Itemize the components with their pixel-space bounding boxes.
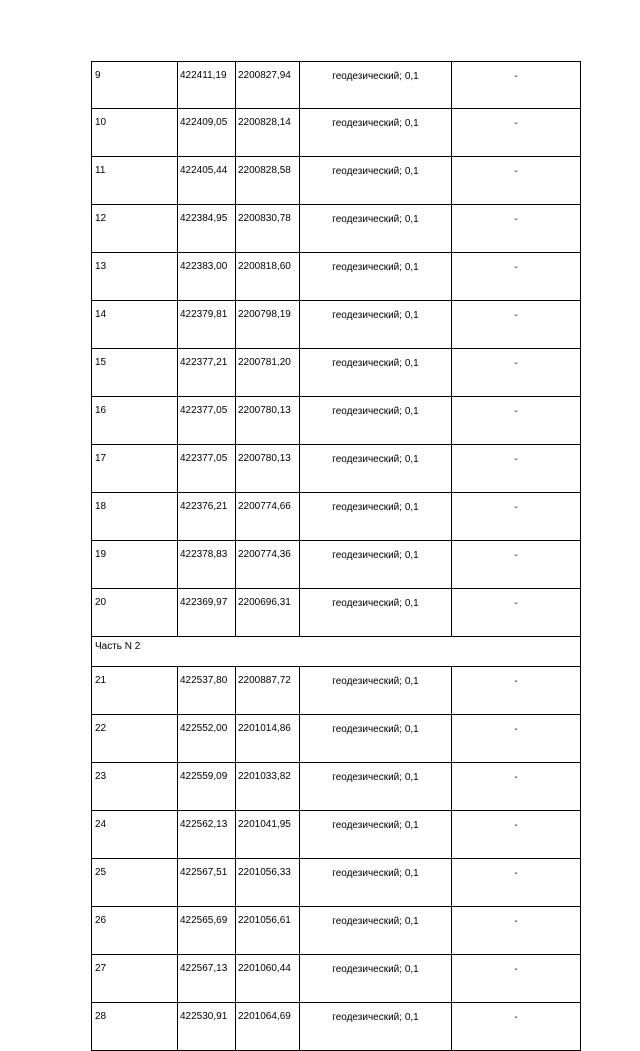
x-coordinate-cell: 422409,05 [178, 109, 236, 157]
part-header-row [92, 637, 581, 667]
x-coordinate-cell: 422567,51 [178, 859, 236, 907]
method-accuracy-cell: геодезический; 0,1 [300, 397, 452, 445]
point-number-cell: 10 [92, 109, 178, 157]
y-coordinate-cell: 2201064,69 [236, 1003, 300, 1051]
table-row [92, 811, 581, 859]
y-coordinate-cell: 2200774,36 [236, 541, 300, 589]
note-cell: - [452, 301, 581, 349]
y-coordinate-cell: 2200828,14 [236, 109, 300, 157]
note-cell: - [452, 715, 581, 763]
y-coordinate-cell: 2200780,13 [236, 397, 300, 445]
note-cell: - [452, 445, 581, 493]
note-cell: - [452, 859, 581, 907]
point-number-cell: 23 [92, 763, 178, 811]
x-coordinate-cell: 422411,19 [178, 62, 236, 109]
method-accuracy-cell: геодезический; 0,1 [300, 445, 452, 493]
table-row [92, 157, 581, 205]
y-coordinate-cell: 2201056,33 [236, 859, 300, 907]
method-accuracy-cell: геодезический; 0,1 [300, 205, 452, 253]
table-row [92, 397, 581, 445]
table-row [92, 253, 581, 301]
method-accuracy-cell: геодезический; 0,1 [300, 493, 452, 541]
note-cell: - [452, 397, 581, 445]
y-coordinate-cell: 2200828,58 [236, 157, 300, 205]
method-accuracy-cell: геодезический; 0,1 [300, 62, 452, 109]
point-number-cell: 21 [92, 667, 178, 715]
note-cell: - [452, 589, 581, 637]
method-accuracy-cell: геодезический; 0,1 [300, 907, 452, 955]
x-coordinate-cell: 422567,13 [178, 955, 236, 1003]
point-number-cell: 14 [92, 301, 178, 349]
x-coordinate-cell: 422384,95 [178, 205, 236, 253]
method-accuracy-cell: геодезический; 0,1 [300, 667, 452, 715]
method-accuracy-cell: геодезический; 0,1 [300, 109, 452, 157]
table-row [92, 907, 581, 955]
x-coordinate-cell: 422559,09 [178, 763, 236, 811]
table-row [92, 205, 581, 253]
point-number-cell: 18 [92, 493, 178, 541]
coordinates-table [91, 61, 581, 1051]
x-coordinate-cell: 422377,21 [178, 349, 236, 397]
table-row [92, 109, 581, 157]
method-accuracy-cell: геодезический; 0,1 [300, 157, 452, 205]
y-coordinate-cell: 2200827,94 [236, 62, 300, 109]
note-cell: - [452, 157, 581, 205]
x-coordinate-cell: 422376,21 [178, 493, 236, 541]
point-number-cell: 11 [92, 157, 178, 205]
y-coordinate-cell: 2200798,19 [236, 301, 300, 349]
point-number-cell: 24 [92, 811, 178, 859]
table-row [92, 589, 581, 637]
note-cell: - [452, 493, 581, 541]
method-accuracy-cell: геодезический; 0,1 [300, 589, 452, 637]
point-number-cell: 19 [92, 541, 178, 589]
method-accuracy-cell: геодезический; 0,1 [300, 955, 452, 1003]
table-row [92, 715, 581, 763]
point-number-cell: 26 [92, 907, 178, 955]
method-accuracy-cell: геодезический; 0,1 [300, 811, 452, 859]
note-cell: - [452, 349, 581, 397]
note-cell: - [452, 955, 581, 1003]
table-row [92, 667, 581, 715]
x-coordinate-cell: 422383,00 [178, 253, 236, 301]
method-accuracy-cell: геодезический; 0,1 [300, 253, 452, 301]
point-number-cell: 9 [92, 62, 178, 109]
table-row [92, 763, 581, 811]
table-row [92, 1003, 581, 1051]
table-row [92, 541, 581, 589]
method-accuracy-cell: геодезический; 0,1 [300, 301, 452, 349]
table-row [92, 349, 581, 397]
note-cell: - [452, 62, 581, 109]
y-coordinate-cell: 2200887,72 [236, 667, 300, 715]
x-coordinate-cell: 422537,80 [178, 667, 236, 715]
method-accuracy-cell: геодезический; 0,1 [300, 1003, 452, 1051]
note-cell: - [452, 907, 581, 955]
x-coordinate-cell: 422379,81 [178, 301, 236, 349]
x-coordinate-cell: 422562,13 [178, 811, 236, 859]
table-row [92, 493, 581, 541]
method-accuracy-cell: геодезический; 0,1 [300, 349, 452, 397]
y-coordinate-cell: 2200780,13 [236, 445, 300, 493]
point-number-cell: 20 [92, 589, 178, 637]
y-coordinate-cell: 2200830,78 [236, 205, 300, 253]
method-accuracy-cell: геодезический; 0,1 [300, 715, 452, 763]
method-accuracy-cell: геодезический; 0,1 [300, 763, 452, 811]
y-coordinate-cell: 2200774,66 [236, 493, 300, 541]
point-number-cell: 27 [92, 955, 178, 1003]
part-label: Часть N 2 [92, 637, 581, 667]
point-number-cell: 17 [92, 445, 178, 493]
note-cell: - [452, 541, 581, 589]
table-row [92, 445, 581, 493]
coordinates-table-body [92, 62, 581, 1051]
point-number-cell: 13 [92, 253, 178, 301]
point-number-cell: 12 [92, 205, 178, 253]
point-number-cell: 15 [92, 349, 178, 397]
x-coordinate-cell: 422405,44 [178, 157, 236, 205]
note-cell: - [452, 253, 581, 301]
y-coordinate-cell: 2201060,44 [236, 955, 300, 1003]
x-coordinate-cell: 422565,69 [178, 907, 236, 955]
x-coordinate-cell: 422369,97 [178, 589, 236, 637]
method-accuracy-cell: геодезический; 0,1 [300, 859, 452, 907]
y-coordinate-cell: 2200818,60 [236, 253, 300, 301]
note-cell: - [452, 205, 581, 253]
y-coordinate-cell: 2201014,86 [236, 715, 300, 763]
method-accuracy-cell: геодезический; 0,1 [300, 541, 452, 589]
table-row [92, 955, 581, 1003]
y-coordinate-cell: 2200781,20 [236, 349, 300, 397]
x-coordinate-cell: 422530,91 [178, 1003, 236, 1051]
x-coordinate-cell: 422378,83 [178, 541, 236, 589]
point-number-cell: 22 [92, 715, 178, 763]
x-coordinate-cell: 422377,05 [178, 445, 236, 493]
table-row [92, 301, 581, 349]
y-coordinate-cell: 2201056,61 [236, 907, 300, 955]
table-row [92, 859, 581, 907]
note-cell: - [452, 763, 581, 811]
note-cell: - [452, 811, 581, 859]
point-number-cell: 25 [92, 859, 178, 907]
x-coordinate-cell: 422377,05 [178, 397, 236, 445]
note-cell: - [452, 109, 581, 157]
note-cell: - [452, 1003, 581, 1051]
note-cell: - [452, 667, 581, 715]
point-number-cell: 28 [92, 1003, 178, 1051]
table-row [92, 62, 581, 109]
x-coordinate-cell: 422552,00 [178, 715, 236, 763]
y-coordinate-cell: 2201033,82 [236, 763, 300, 811]
point-number-cell: 16 [92, 397, 178, 445]
y-coordinate-cell: 2201041,95 [236, 811, 300, 859]
y-coordinate-cell: 2200696,31 [236, 589, 300, 637]
